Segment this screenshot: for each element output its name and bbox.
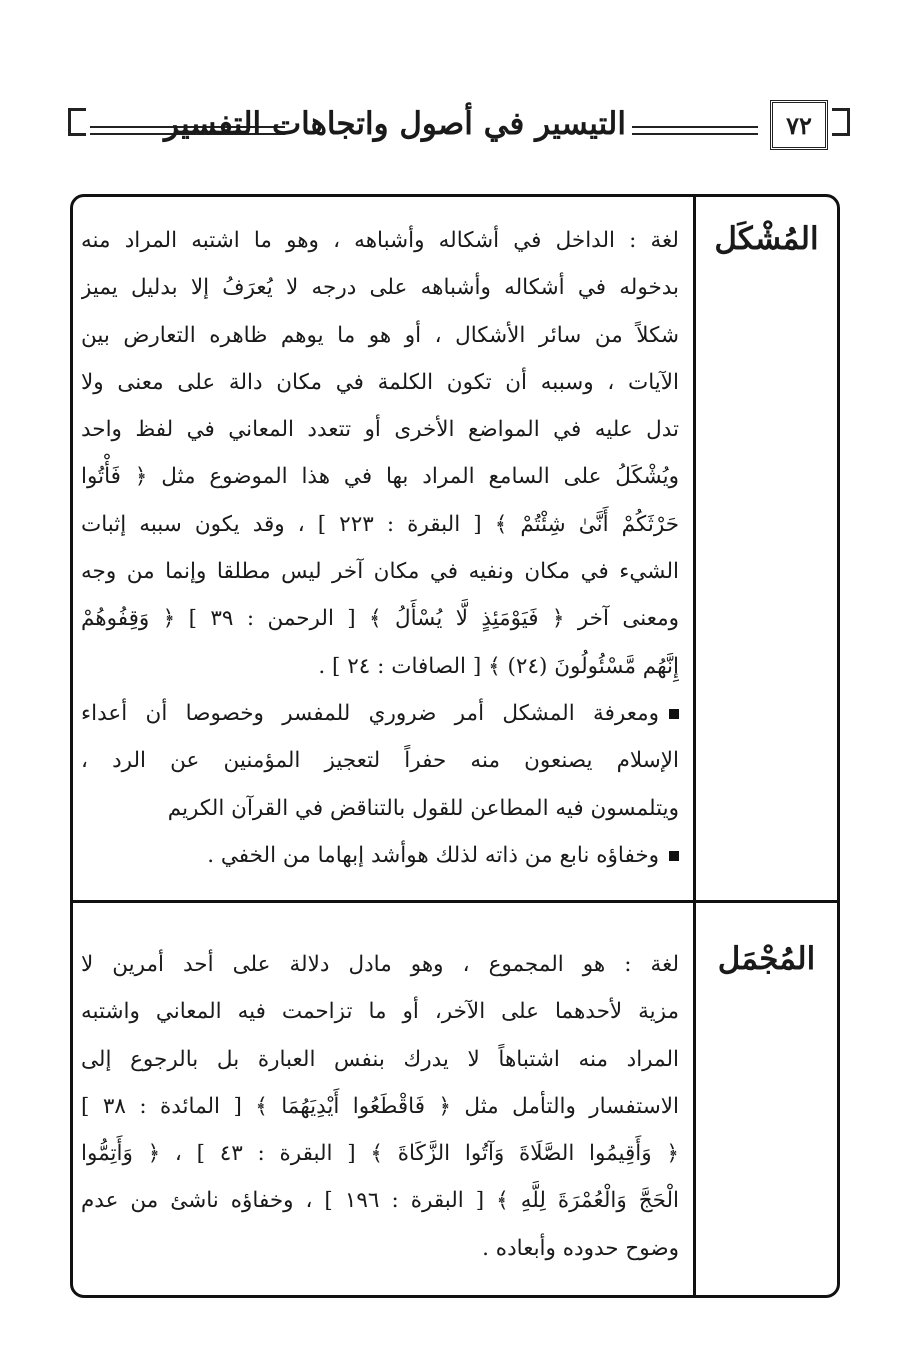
text-line: شكلاً من سائر الأشكال ، أو هو ما يوهم ظاهره التعارض بين: [81, 322, 679, 348]
text-line: ﴿ وَأَقِيمُوا الصَّلَاةَ وَآتُوا الزَّكَاةَ ﴾ [ البقرة : ٤٣ ] ، ﴿ وَأَتِمُّوا: [81, 1141, 679, 1167]
text-line: ويتلمسون فيه المطاعن للقول بالتناقض في القرآن الكريم: [167, 795, 679, 821]
definition-mujmal: [81, 941, 679, 1272]
page-header: [60, 100, 850, 158]
ornament-right: [832, 108, 850, 136]
bullet-icon: [669, 709, 679, 719]
text-line: الإسلام يصنعون منه حفراً لتعجيز المؤمنين عن الرد ،: [81, 748, 679, 774]
text-line: وخفاؤه نابع من ذاته لذلك هوأشد إبهاما من الخفي .: [207, 842, 659, 868]
term-mujmal: المُجْمَل: [717, 941, 816, 977]
text-line: تدل عليه في المواضع الأخرى أو تتعدد المعاني في لفظ واحد: [81, 417, 679, 443]
text-line: حَرْثَكُمْ أَنَّىٰ شِئْتُمْ ﴾ [ البقرة : ٢٢٣ ] ، وقد يكون سببه إثبات: [81, 511, 679, 537]
text-line: لغة : هو المجموع ، وهو مادل دلالة على أحد أمرين لا: [81, 952, 679, 977]
text-line: لغة : الداخل في أشكاله وأشباهه ، وهو ما اشتبه المراد منه: [81, 228, 679, 253]
text-line: مزية لأحدهما على الآخر، أو ما تزاحمت فيه المعاني واشتبه: [81, 999, 679, 1025]
text-line: الْحَجَّ وَالْعُمْرَةَ لِلَّهِ ﴾ [ البقرة : ١٩٦ ] ، وخفاؤه ناشئ من عدم: [81, 1188, 679, 1214]
text-line: الآيات ، وسببه أن تكون الكلمة في مكان دالة على معنى ولا: [81, 369, 679, 395]
text-line: ومعنى آخر ﴿ فَيَوْمَئِذٍ لَّا يُسْأَلُ ﴾ [ الرحمن : ٣٩ ] ﴿ وَقِفُوهُمْ: [81, 606, 679, 632]
bullet-line: [81, 690, 679, 737]
text-line: بدخوله في أشكاله وأشباهه على درجه لا يُعرَفُ إلا بدليل يميز: [81, 275, 679, 301]
page-number: ٧٢: [770, 100, 828, 150]
book-title: التيسير في أصول واتجاهات التفسير: [163, 106, 626, 142]
bullet-line: [81, 832, 679, 879]
row-divider: [73, 900, 837, 903]
bullet-icon: [669, 851, 679, 861]
column-divider: [693, 197, 696, 1295]
ornament-left: [68, 108, 86, 136]
text-line: الشيء في مكان ونفيه في مكان آخر ليس مطلقا وإنما من وجه: [81, 559, 679, 585]
definition-mushkal: [81, 217, 679, 879]
header-rule-right: [632, 126, 758, 135]
text-line: الاستفسار والتأمل مثل ﴿ فَاقْطَعُوا أَيْدِيَهُمَا ﴾ [ المائدة : ٣٨ ]: [81, 1093, 679, 1119]
text-line: ومعرفة المشكل أمر ضروري للمفسر وخصوصا أن أعداء: [81, 700, 659, 726]
term-mushkal: المُشْكَل: [714, 221, 819, 257]
text-line: المراد منه اشتباهاً لا يدرك بنفس العبارة بل بالرجوع إلى: [81, 1046, 679, 1072]
text-line: إِنَّهُم مَّسْئُولُونَ (٢٤) ﴾ [ الصافات : ٢٤ ] .: [318, 653, 679, 679]
text-line: وضوح حدوده وأبعاده .: [482, 1235, 679, 1261]
text-line: ويُشْكَلُ على السامع المراد بها في هذا الموضوع مثل ﴿ فَأْتُوا: [81, 464, 679, 490]
definitions-table: [70, 194, 840, 1298]
